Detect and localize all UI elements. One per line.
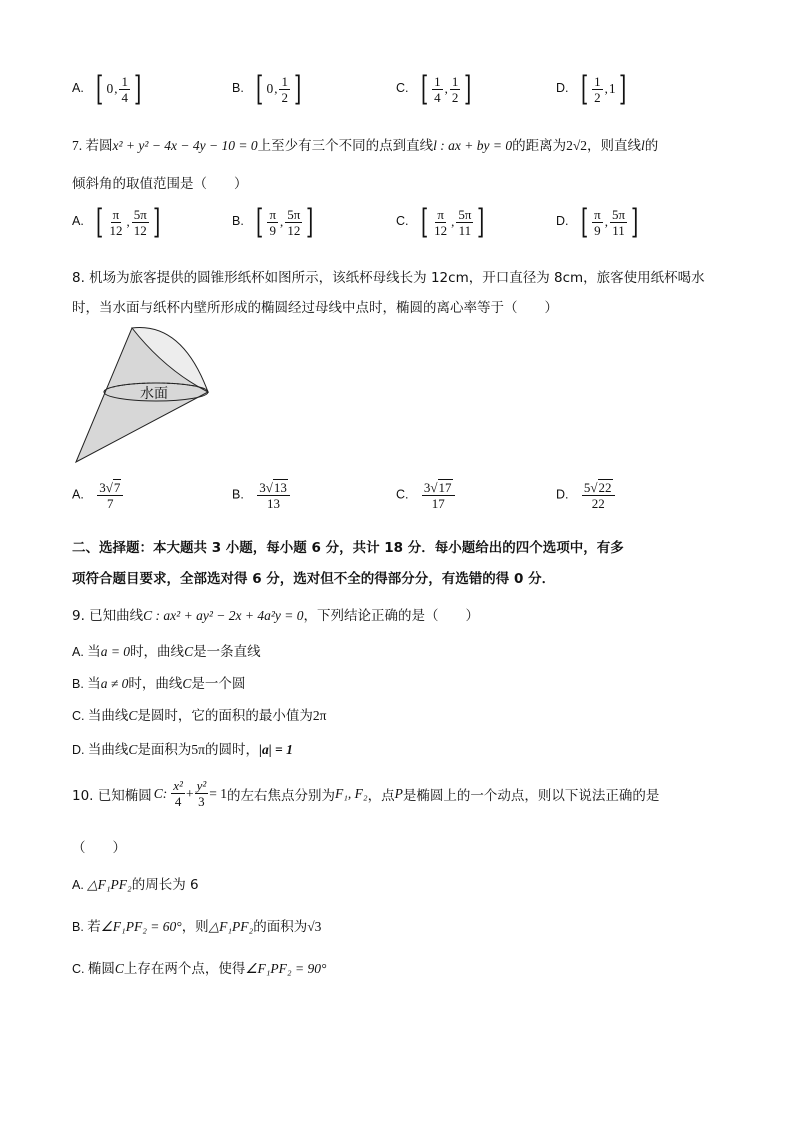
option-label: D.	[556, 214, 569, 229]
question-text: 是椭圆上的一个动点，则以下说法正确的是	[402, 787, 660, 804]
denominator: 4	[121, 89, 128, 105]
numerator: 5π	[611, 206, 626, 222]
q6-option-a	[72, 69, 144, 109]
option-label: A.	[72, 214, 84, 229]
denominator: 9	[269, 222, 276, 238]
q8-stem-line1: 8. 机场为旅客提供的圆锥形纸杯如图所示，该纸杯母线长为 12cm，开口直径为 8cm，旅客使用纸杯喝水	[72, 270, 705, 286]
q8-option-c	[396, 480, 456, 511]
fraction	[195, 778, 209, 809]
foci: F₁, F₂	[334, 785, 368, 801]
math-expression: ∠F₁PF₂ = 60°	[100, 919, 182, 934]
fraction	[267, 207, 278, 238]
option-label: C.	[396, 214, 409, 229]
q7-option-b	[232, 202, 317, 242]
option-text: 的圆时，	[204, 742, 259, 758]
radicand: 7	[113, 480, 121, 495]
math-expression: a ≠ 0	[100, 676, 129, 691]
option-text: 当曲线	[87, 742, 129, 758]
denominator: 12	[287, 222, 301, 238]
q9-option-b	[72, 672, 245, 692]
question-text: 的左右焦点分别为	[226, 787, 335, 804]
interval: [ $\frac{\pi}{9}$ , $\frac{5\pi}{11}$ ]	[580, 202, 639, 242]
option-text: 的面积为	[253, 919, 308, 935]
line-symbol: l	[641, 138, 645, 153]
fraction	[107, 207, 124, 238]
line-equation: l : ax + by = 0	[433, 138, 513, 153]
denominator: 2	[451, 89, 459, 105]
option-text: 当曲线	[87, 708, 129, 724]
question-text: 的距离为	[512, 138, 567, 154]
question-text: 9. 已知曲线	[72, 608, 144, 624]
math-expression: C	[128, 708, 138, 723]
interval: [ $\frac{\pi}{12}$ , $\frac{5\pi}{11}$ ]	[420, 202, 485, 242]
cone-cup-figure	[70, 322, 215, 467]
question-text: ，则直线	[587, 138, 641, 154]
q7-stem-line2: 倾斜角的取值范围是（ ）	[72, 176, 248, 192]
interval: [ $\frac{1}{2}$ , 1 ]	[580, 69, 626, 109]
option-label: B.	[72, 677, 84, 691]
option-text: 若	[87, 919, 101, 935]
question-text: 的	[644, 138, 659, 154]
q8-stem-line2: 时，当水面与纸杯内壁所形成的椭圆经过母线中点时，椭圆的离心率等于（ ）	[72, 300, 558, 316]
interval: [ $\frac{1}{4}$ , $\frac{1}{2}$ ]	[420, 69, 472, 109]
math-expression: a = 0	[100, 644, 131, 659]
fraction	[456, 207, 473, 238]
coefficient: 3	[423, 480, 431, 495]
q7-option-d	[556, 202, 641, 242]
circle-equation: x² + y² − 4x − 4y − 10 = 0	[112, 138, 258, 153]
radicand: 13	[273, 480, 287, 495]
coefficient: 5	[583, 480, 591, 495]
option-label: C.	[396, 81, 409, 96]
numerator: 5π	[458, 206, 472, 222]
option-label: A.	[72, 645, 84, 659]
q9-stem	[72, 604, 479, 624]
option-label: C.	[72, 962, 85, 976]
interval: [ $\frac{\pi}{12}$ , $\frac{5\pi}{12}$ ]	[96, 202, 161, 242]
distance-value: 2√2	[566, 138, 587, 153]
option-label: A.	[72, 81, 84, 96]
fraction	[592, 74, 603, 105]
point-p: P	[394, 785, 403, 801]
option-label: B.	[72, 920, 84, 934]
q7-stem-line1	[72, 134, 658, 154]
numerator: π	[269, 206, 277, 222]
option-label: B.	[232, 81, 244, 96]
option-text: 时，曲线	[130, 644, 185, 660]
denominator: 9	[594, 222, 601, 238]
option-text: 上存在两个点，使得	[123, 961, 246, 977]
ellipse-name: C:	[153, 785, 168, 801]
section-2-heading-line1: 二、选择题：本大题共 3 小题，每小题 6 分，共计 18 分．每小题给出的四个选项中，有多	[72, 540, 624, 556]
fraction	[432, 207, 449, 238]
denominator: 11	[458, 222, 472, 238]
q10-option-c	[72, 957, 326, 977]
math-expression: ∠F₁PF₂ = 90°	[245, 961, 327, 976]
fraction	[119, 74, 130, 105]
denominator: 13	[267, 496, 280, 511]
numerator: 5π	[133, 206, 147, 222]
option-label: D.	[72, 743, 85, 757]
fraction	[432, 74, 443, 105]
numerator: x²	[173, 778, 183, 793]
option-text: 椭圆	[87, 961, 115, 977]
numerator: 1	[121, 73, 128, 89]
denominator: 17	[431, 496, 445, 511]
numerator: π	[594, 206, 601, 222]
fraction	[610, 207, 627, 238]
denominator: 7	[107, 496, 114, 511]
radicand: 17	[438, 480, 452, 495]
math-expression: △F₁PF₂	[208, 919, 254, 934]
denominator: 3	[198, 794, 205, 809]
option-text: 时，曲线	[128, 676, 183, 692]
option-text: 是一条直线	[193, 644, 261, 660]
denominator: 22	[591, 496, 605, 511]
fraction: $\frac{3√13}{13}$	[257, 480, 290, 511]
math-expression: C	[128, 742, 138, 757]
option-label: C.	[72, 709, 85, 723]
option-label: B.	[232, 214, 244, 229]
q10-option-b	[72, 915, 321, 935]
denominator: 2	[594, 89, 601, 105]
denominator: 2	[281, 89, 288, 105]
math-expression: C	[182, 676, 192, 691]
q8-option-a	[72, 480, 124, 511]
question-text: 上至少有三个不同的点到直线	[257, 138, 434, 154]
q9-option-a	[72, 640, 261, 660]
denominator: 12	[434, 222, 448, 238]
denominator: 12	[133, 222, 147, 238]
q10-stem-line1: 10. 已知椭圆 C: $\frac{\text{x²}}{4}$ + $\frac{\text{y²}}{3}$ = 1 的左右焦点分别为 F₁, F₂ ，点 P 是椭圆上的一个动点，则以下说法正确的是	[72, 778, 660, 809]
interval-left: 0	[106, 81, 114, 96]
option-text: 的周长为 6	[131, 877, 199, 893]
section-2-heading-line2: 项符合题目要求，全部选对得 6 分，选对但不全的得部分分，有选错的得 0 分．	[72, 571, 556, 587]
option-text: 是圆时，它的面积的最小值为	[137, 708, 313, 724]
curve-equation: C : ax² + ay² − 2x + 4a²y = 0	[143, 608, 304, 623]
denominator: 12	[109, 222, 123, 238]
denominator: 4	[434, 89, 441, 105]
interval: [ $\frac{\pi}{9}$ , $\frac{5\pi}{12}$ ]	[256, 202, 314, 242]
fraction: $\frac{3√7}{7}$	[97, 480, 123, 511]
coefficient: 3	[259, 480, 266, 495]
fraction	[171, 778, 185, 809]
q8-option-b	[232, 480, 291, 511]
option-text: 当	[87, 644, 101, 660]
interval: [ 0 , $\frac{1}{2}$ ]	[256, 69, 302, 109]
option-label: A.	[72, 878, 84, 892]
numerator: 1	[434, 73, 441, 89]
numerator: 1	[281, 73, 288, 89]
q6-option-b	[232, 69, 304, 109]
option-label: C.	[396, 487, 409, 502]
q7-option-c	[396, 202, 488, 242]
denominator: 11	[612, 222, 625, 238]
fraction: $\frac{5√22}{22}$	[582, 480, 615, 511]
question-number: 7.	[72, 138, 83, 153]
q8-option-d	[556, 480, 616, 511]
math-expression: 2π	[312, 708, 327, 723]
question-text: 10. 已知椭圆	[72, 787, 152, 804]
interval: [ 0 , $\frac{1}{4}$ ]	[96, 69, 142, 109]
q6-option-d	[556, 69, 629, 109]
water-label: 水面	[140, 386, 168, 402]
numerator: y²	[196, 778, 207, 793]
option-label: B.	[232, 487, 244, 502]
option-text: 当	[87, 676, 101, 692]
numerator: 1	[594, 73, 601, 89]
math-expression: √3	[307, 919, 322, 934]
numerator: π	[112, 206, 120, 222]
question-text: ，点	[367, 787, 395, 804]
q7-option-a	[72, 202, 163, 242]
fraction	[592, 207, 603, 238]
option-label: D.	[556, 487, 569, 502]
option-text: 是面积为	[137, 742, 192, 758]
math-expression: C	[184, 644, 194, 659]
option-text: 是一个圆	[191, 676, 246, 692]
q10-option-a	[72, 873, 199, 893]
question-text: 若圆	[85, 138, 113, 154]
fraction	[285, 207, 302, 238]
fraction	[279, 74, 290, 105]
fraction	[450, 74, 461, 105]
math-expression: C	[114, 961, 124, 976]
q6-option-c	[396, 69, 475, 109]
coefficient: 3	[99, 480, 106, 495]
option-text: ，则	[181, 919, 209, 935]
math-expression: |a| = 1	[258, 742, 293, 757]
numerator: π	[437, 206, 444, 222]
math-expression: 5π	[191, 742, 205, 757]
q10-answer-paren: （ ）	[72, 840, 126, 856]
math-expression: △F₁PF₂	[87, 877, 132, 892]
numerator: 1	[451, 73, 459, 89]
radicand: 22	[598, 480, 612, 495]
numerator: 5π	[287, 206, 301, 222]
q9-option-c	[72, 704, 326, 724]
fraction: $\frac{3√17}{17}$	[422, 480, 455, 511]
equation-tail: = 1	[209, 785, 227, 801]
option-label: D.	[556, 81, 569, 96]
q9-option-d	[72, 738, 293, 758]
option-label: A.	[72, 487, 84, 502]
denominator: 4	[174, 794, 182, 809]
fraction	[132, 207, 149, 238]
interval-right: 1	[608, 81, 616, 96]
question-text: ，下列结论正确的是（ ）	[303, 608, 479, 624]
interval-left: 0	[266, 81, 274, 96]
